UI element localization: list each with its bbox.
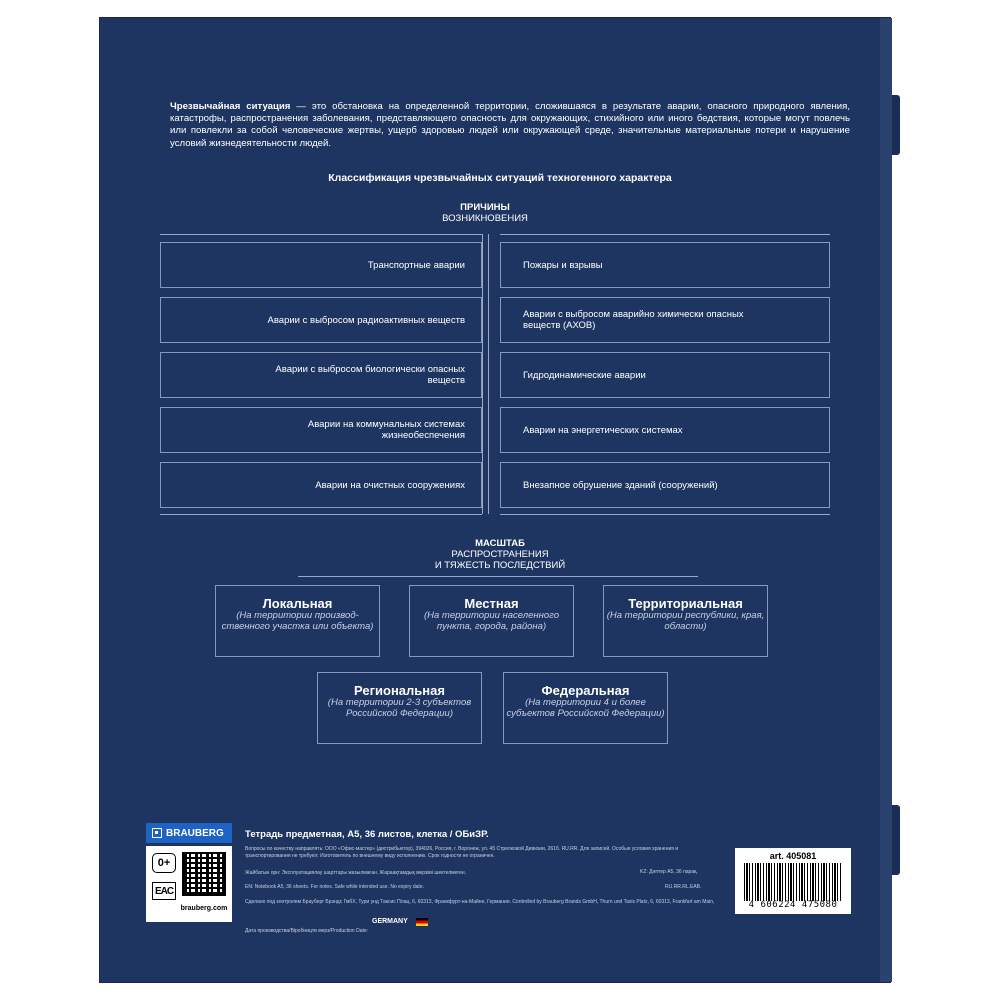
causes-title-line2: ВОЗНИКНОВЕНИЯ xyxy=(442,213,528,224)
product-title: Тетрадь предметная, А5, 36 листов, клетка / ОБиЗР. xyxy=(245,829,489,840)
scale-desc: (На территории республики, края, области) xyxy=(606,610,765,632)
frame-line xyxy=(160,234,482,235)
country-label: GERMANY xyxy=(372,918,408,925)
cause-box xyxy=(500,407,830,453)
cause-box xyxy=(500,352,830,398)
frame-line xyxy=(160,514,482,515)
fine-print-right: RU.RR.RL.EAB. xyxy=(665,884,702,890)
fine-print: Сделано под контролем Брауберг Брэндс ГмбХ, Тури унд Таксис Плац, 6, 60313, Франкфурт-на-Майне, Германия. Controlled by Brauberg Brands GmbH, Thurn und Taxis Platz, 6, 60313, Frankfurt am Main, xyxy=(245,899,715,905)
cover-tab xyxy=(892,805,900,875)
definition-text: — это обстановка на определенной территории, сложившаяся в результате аварии, опасного природного явления, катастрофы, распространения заболевания, представляющего опасность для окружающих, стихийного или иного бедствия, которые могут повлечь или повлекли за собой человеческие жертвы, ущерб здоровью людей или окружающей среде, значительные материальные потери и нарушение условий жизнедеятельности людей. xyxy=(170,101,850,149)
cover-tab xyxy=(892,95,900,155)
scale-desc: (На территории населенного пункта, города, района) xyxy=(423,610,560,632)
cause-label: Пожары и взрывы xyxy=(523,259,603,271)
cause-box xyxy=(500,297,830,343)
cause-label: Гидродинамические аварии xyxy=(523,369,646,381)
cause-box xyxy=(160,407,482,453)
cause-box xyxy=(160,462,482,508)
brand-logo xyxy=(146,823,232,843)
age-rating-badge: 0+ xyxy=(152,853,176,873)
brand-mark-icon xyxy=(152,828,162,838)
cause-box xyxy=(160,242,482,288)
cover-spine-edge xyxy=(880,18,892,982)
frame-line xyxy=(298,576,698,577)
fine-print: Вопросы по качеству направлять: ООО «Офис-мастер» (дистрибьютор), 394026, Россия, г. Воронеж, ул. 45 Стрелковой Дивизии, 261б. RU.RR. Для записей. Особые условия хранения и транспортирования не требуют. Изготовитель по внешнему виду исполнению. Срок годности не ограничен. xyxy=(245,846,679,859)
germany-flag-icon xyxy=(416,918,428,926)
brand-name: BRAUBERG xyxy=(166,827,224,839)
qr-code-icon xyxy=(182,852,226,896)
frame-line xyxy=(500,234,830,235)
cause-label: Аварии на энергетических системах xyxy=(523,424,683,436)
scale-box xyxy=(317,672,482,744)
definition-paragraph xyxy=(170,101,850,150)
causes-title xyxy=(380,202,590,224)
scale-name: Местная xyxy=(464,596,519,611)
scale-name: Локальная xyxy=(262,596,333,611)
scale-box xyxy=(409,585,574,657)
fine-print: EN: Notebook A5, 36 sheets. For notes. Safe while intended use. No expiry date. xyxy=(245,884,424,890)
cause-label: Аварии на очистных сооружениях xyxy=(315,479,465,491)
cause-label: Внезапное обрушение зданий (сооружений) xyxy=(523,479,718,491)
scale-box xyxy=(503,672,668,744)
scale-name: Федеральная xyxy=(541,683,630,698)
scale-box xyxy=(603,585,768,657)
scale-title-line1: МАСШТАБ xyxy=(475,538,525,549)
scale-desc: (На территории 2-3 субъектов Российской Федерации) xyxy=(327,697,472,719)
scale-name: Территориальная xyxy=(628,596,743,611)
cause-label: Аварии с выбросом аварийно химически опасных веществ (АХОВ) xyxy=(523,309,744,331)
scale-desc: (На территории 4 и более субъектов Российской Федерации) xyxy=(506,697,665,719)
barcode-icon xyxy=(744,863,842,901)
cause-label: Аварии с выбросом биологически опасных веществ xyxy=(275,364,465,386)
causes-title-line1: ПРИЧИНЫ xyxy=(460,202,510,213)
scale-title xyxy=(400,538,600,571)
scale-box xyxy=(215,585,380,657)
frame-line xyxy=(500,514,830,515)
eac-mark-icon: EAC xyxy=(152,882,176,900)
brand-website: brauberg.com xyxy=(180,905,228,912)
cause-box xyxy=(160,297,482,343)
frame-line xyxy=(482,234,483,514)
cause-label: Транспортные аварии xyxy=(367,259,465,271)
definition-term: Чрезвычайная ситуация xyxy=(170,101,291,112)
cause-box xyxy=(500,242,830,288)
cause-label: Аварии с выбросом радиоактивных веществ xyxy=(267,314,465,326)
production-date-label: Дата производства/Вiрoбництв мерз/Production Date: xyxy=(245,928,369,934)
scale-title-line2: РАСПРОСТРАНЕНИЯ xyxy=(451,549,549,560)
scale-desc: (На территории производ-ственного участка или объекта) xyxy=(221,610,374,632)
frame-line xyxy=(488,234,489,514)
scale-name: Региональная xyxy=(354,683,445,698)
cause-box xyxy=(500,462,830,508)
ean-number: 4 606224 475080 xyxy=(748,900,838,910)
classification-title: Классификация чрезвычайных ситуаций техногенного характера xyxy=(328,172,672,184)
scale-title-line3: И ТЯЖЕСТЬ ПОСЛЕДСТВИЙ xyxy=(434,560,566,571)
fine-print: Жайбатын орн: Эксплуатациялау шарттары жазылмаған. Жараақтамдық мерзімі шектелмеген. xyxy=(245,870,467,876)
fine-print-right: KZ: Дәптер А5, 36 парақ. xyxy=(640,869,698,875)
cause-box xyxy=(160,352,482,398)
article-number: art. 405081 xyxy=(769,851,817,861)
cause-label: Аварии на коммунальных системах жизнеобеспечения xyxy=(307,419,465,441)
